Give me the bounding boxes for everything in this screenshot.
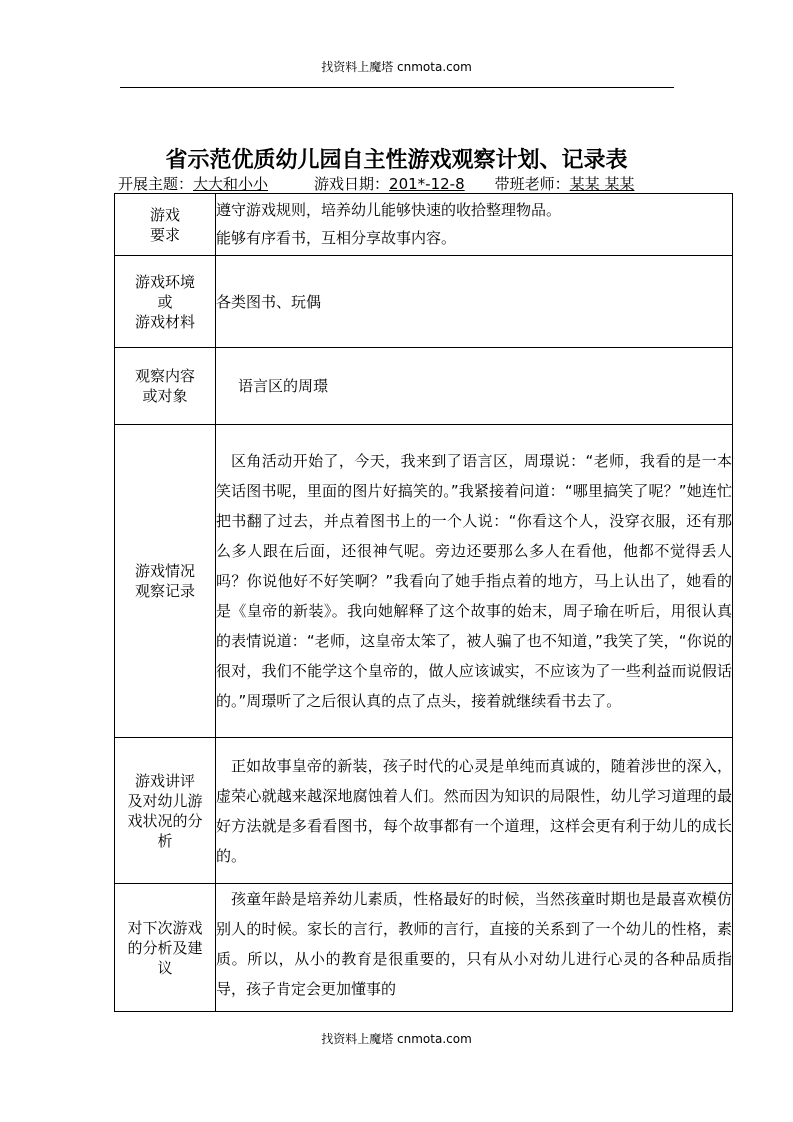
content-line: 能够有序看书，互相分享故事内容。 [216, 229, 457, 247]
row-content-observation-target: 语言区的周璟 [216, 348, 733, 425]
label-line: 游戏情况 [134, 562, 195, 580]
label-line: 游戏材料 [134, 312, 195, 331]
label-line: 或对象 [142, 387, 188, 405]
document-title: 省示范优质幼儿园自主性游戏观察计划、记录表 [165, 148, 628, 173]
date-label: 游戏日期： [314, 175, 390, 193]
theme-label: 开展主题： [118, 175, 194, 193]
label-line: 或 [157, 292, 173, 311]
table-row [115, 738, 733, 884]
row-label-evaluation [115, 738, 216, 884]
table-row [115, 194, 733, 256]
teacher-value: 某某 某某 [569, 175, 635, 193]
row-content-requirements [216, 194, 733, 256]
page-footer: 找资料上魔塔 cnmota.com [321, 1032, 472, 1046]
row-content-environment: 各类图书、玩偶 [216, 256, 733, 348]
content-line: 遵守游戏规则，培养幼儿能够快速的收拾整理物品。 [216, 201, 562, 219]
label-line: 戏状况的分 [127, 811, 203, 830]
label-line: 对下次游戏 [127, 918, 203, 937]
row-label-environment [115, 256, 216, 348]
page-header: 找资料上魔塔 cnmota.com [321, 60, 472, 74]
label-line: 观察记录 [134, 582, 195, 600]
suggestions-paragraph: 孩童年龄是培养幼儿素质，性格最好的时候，当然孩童时期也是最喜欢模仿别人的时候。家长的言行，教师的言行，直接的关系到了一个幼儿的性格，素质。所以，从小的教育是很重要的，只有从小对幼儿进行心灵的各种品质指导，孩子肯定会更加懂事的 [216, 890, 732, 998]
row-label-requirements [115, 194, 216, 256]
row-content-evaluation [216, 738, 733, 884]
record-paragraph: 区角活动开始了，今天，我来到了语言区，周璟说：“老师，我看的是一本笑话图书呢，里面的图片好搞笑的。”我紧接着问道：“哪里搞笑了呢？”她连忙把书翻了过去，并点着图书上的一个人说：“你看这个人，没穿衣服，还有那么多人跟在后面，还很神气呢。旁边还要那么多人在看他，他都不觉得丢人吗？你说他好不好笑啊？”我看向了她手指点着的地方，马上认出了，她看的是《皇帝的新装》。我向她解释了这个故事的始末，周子瑜在听后，用很认真的表情说道：“老师，这皇帝太笨了，被人骗了也不知道，”我笑了笑，“你说的很对，我们不能学这个皇帝的，做人应该诚实，不应该为了一些利益而说假话的。”周璟听了之后很认真的点了点头，接着就继续看书去了。 [216, 452, 732, 710]
table-row [115, 425, 733, 738]
label-line: 要求 [149, 225, 180, 244]
info-line [118, 173, 634, 194]
evaluation-paragraph: 正如故事皇帝的新装，孩子时代的心灵是单纯而真诚的，随着涉世的深入，虚荣心就越来越深地腐蚀着人们。然而因为知识的局限性，幼儿学习道理的最好方法就是多看看图书，每个故事都有一个道理，这样会更有利于幼儿的成长的。 [216, 756, 732, 865]
label-line: 游戏讲评 [134, 771, 195, 790]
row-label-suggestions [115, 884, 216, 1012]
row-content-record [216, 425, 733, 738]
header-divider [120, 87, 674, 88]
date-value: 201*-12-8 [389, 175, 465, 193]
table-row [115, 256, 733, 348]
table-row [115, 348, 733, 425]
label-line: 游戏 [149, 205, 180, 224]
label-line: 观察内容 [134, 367, 195, 385]
label-line: 的分析及建 [127, 938, 203, 957]
label-line: 析 [157, 831, 173, 850]
observation-table [114, 193, 733, 1012]
row-label-record [115, 425, 216, 738]
table-row [115, 884, 733, 1012]
row-label-observation-target [115, 348, 216, 425]
teacher-label: 带班老师： [494, 175, 570, 193]
label-line: 及对幼儿游 [127, 791, 203, 810]
row-content-suggestions [216, 884, 733, 1012]
label-line: 议 [157, 958, 173, 977]
label-line: 游戏环境 [134, 272, 195, 291]
theme-value: 大大和小小 [193, 175, 269, 193]
